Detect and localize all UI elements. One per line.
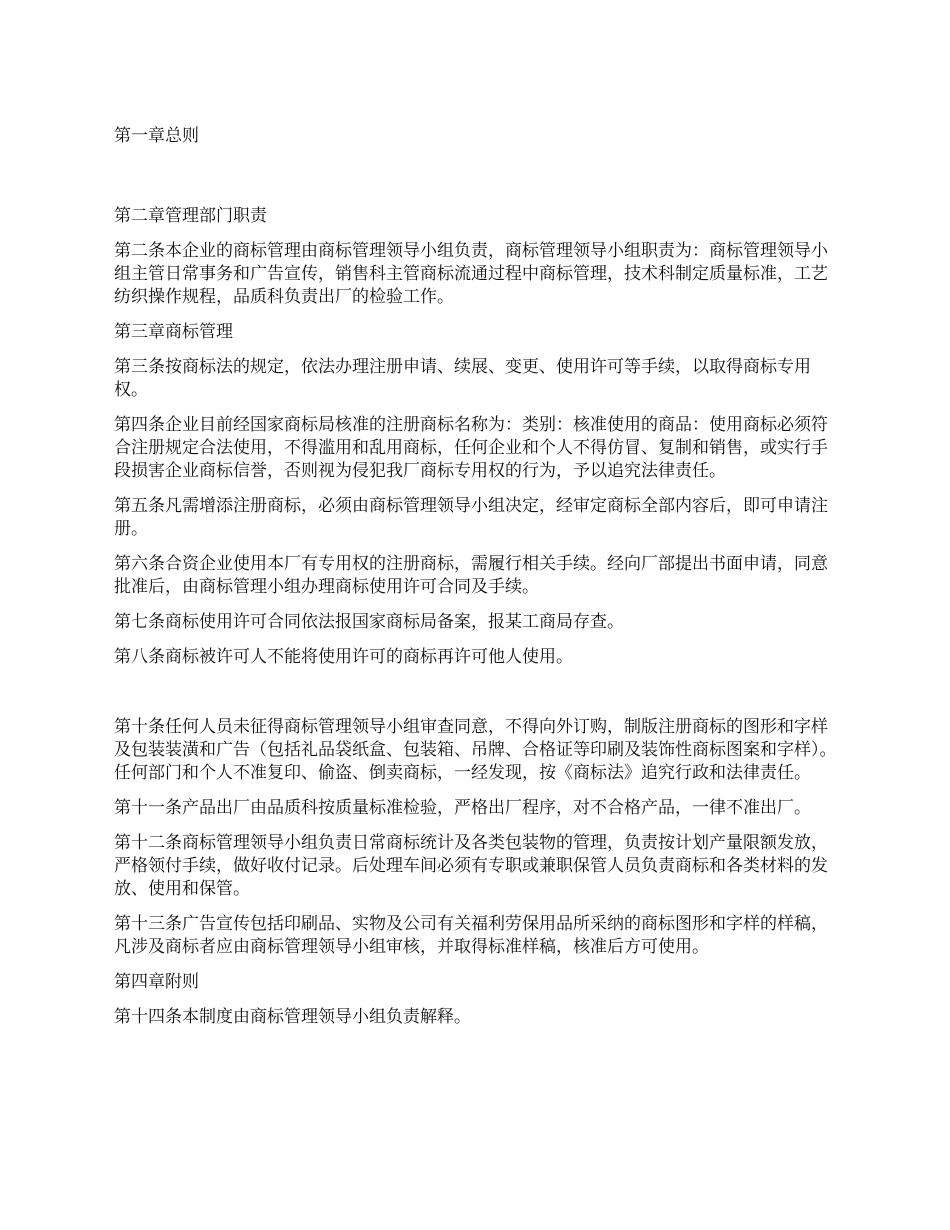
article-7: 第七条商标使用许可合同依法报国家商标局备案，报某工商局存查。 <box>114 612 624 632</box>
article-12: 第十二条商标管理领导小组负责日常商标统计及各类包装物的管理，负责按计划产量限额发放，严格领付手续，做好收付记录。后处理车间必须有专职或兼职保管人员负责商标和各类材料的发放、使用和保管。 <box>114 833 828 899</box>
chapter-3-heading: 第三章商标管理 <box>114 322 233 342</box>
chapter-1-heading: 第一章总则 <box>114 126 199 146</box>
article-11: 第十一条产品出厂由品质科按质量标准检验，严格出厂程序，对不合格产品，一律不准出厂。 <box>114 798 811 818</box>
article-10: 第十条任何人员未征得商标管理领导小组审查同意，不得向外订购，制版注册商标的图形和字样及包装装潢和广告（包括礼品袋纸盒、包装箱、吊牌、合格证等印刷及装饰性商标图案和字样）。任何部门和个人不准复印、偷盗、倒卖商标，一经发现，按《商标法》追究行政和法律责任。 <box>114 717 837 783</box>
chapter-2-heading: 第二章管理部门职责 <box>114 206 267 226</box>
empty-space <box>114 681 840 716</box>
empty-space <box>114 160 840 205</box>
article-2: 第二条本企业的商标管理由商标管理领导小组负责，商标管理领导小组职责为：商标管理领导小组主管日常事务和广告宣传，销售科主管商标流通过程中商标管理，技术科制定质量标准，工艺纺织操作规程，品质科负责出厂的检验工作。 <box>114 241 828 307</box>
document-body <box>114 125 840 1041</box>
article-6: 第六条合资企业使用本厂有专用权的注册商标，需履行相关手续。经向厂部提出书面申请，同意批准后，由商标管理小组办理商标使用许可合同及手续。 <box>114 554 828 597</box>
article-5: 第五条凡需增添注册商标，必须由商标管理领导小组决定，经审定商标全部内容后，即可申请注册。 <box>114 496 828 539</box>
chapter-4-heading: 第四章附则 <box>114 972 199 992</box>
article-4: 第四条企业目前经国家商标局核准的注册商标名称为：类别：核准使用的商品：使用商标必须符合注册规定合法使用，不得滥用和乱用商标，任何企业和个人不得仿冒、复制和销售，或实行手段损害企业商标信誉，否则视为侵犯我厂商标专用权的行为，予以追究法律责任。 <box>114 415 828 481</box>
article-13: 第十三条广告宣传包括印刷品、实物及公司有关福利劳保用品所采纳的商标图形和字样的样稿，凡涉及商标者应由商标管理领导小组审核，并取得标准样稿，核准后方可使用。 <box>114 914 828 957</box>
article-8: 第八条商标被许可人不能将使用许可的商标再许可他人使用。 <box>114 647 573 667</box>
article-3: 第三条按商标法的规定，依法办理注册申请、续展、变更、使用许可等手续，以取得商标专用权。 <box>114 357 811 400</box>
article-14: 第十四条本制度由商标管理领导小组负责解释。 <box>114 1007 471 1027</box>
